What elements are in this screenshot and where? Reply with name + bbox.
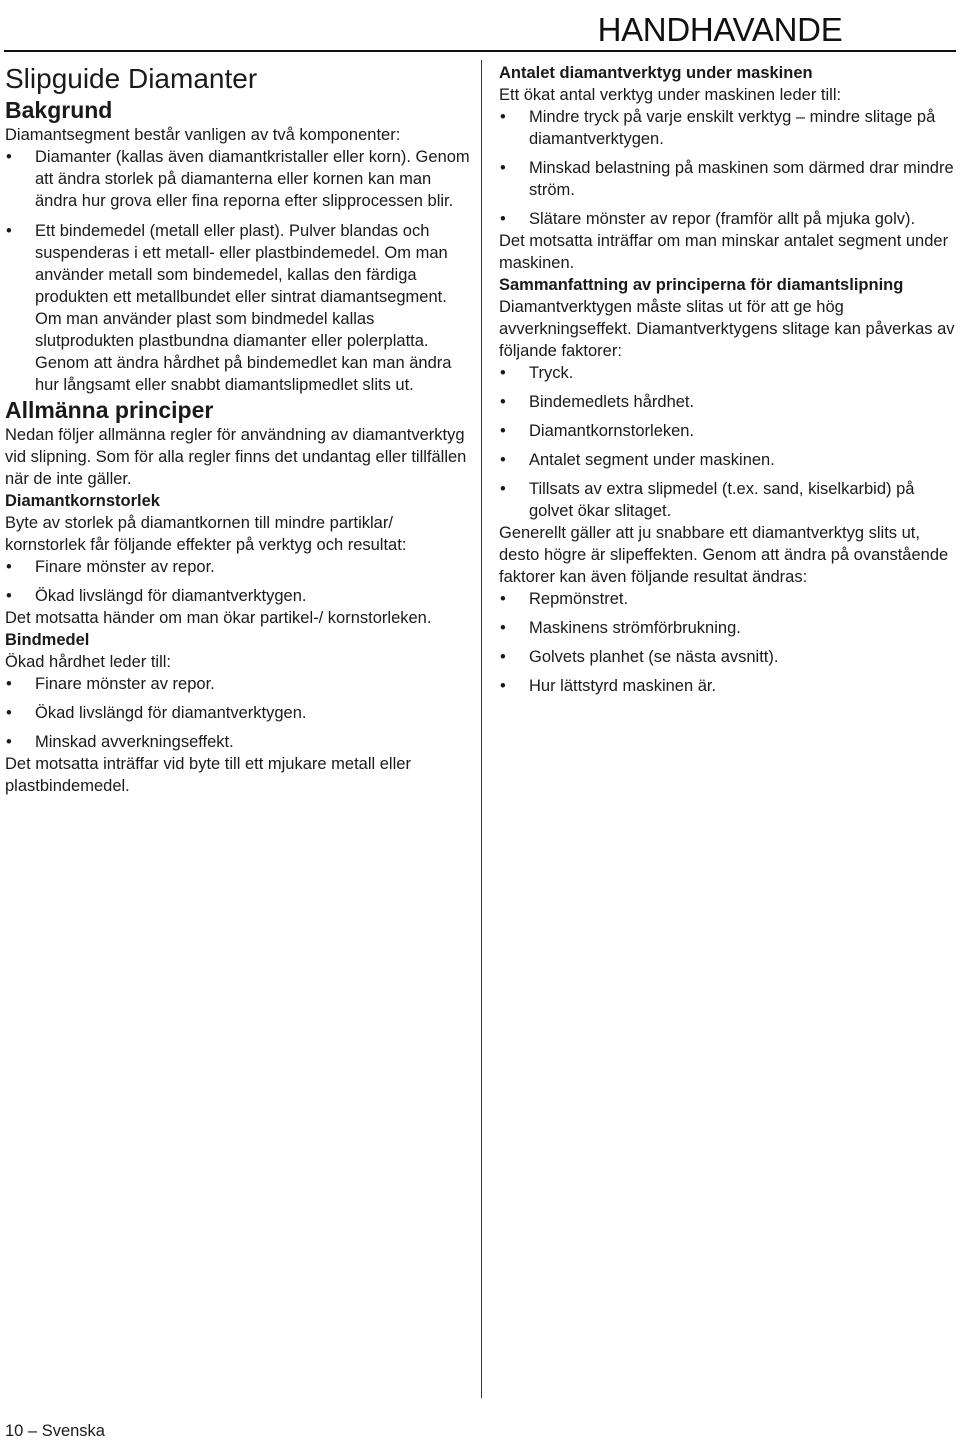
antal-outro: Det motsatta inträffar om man minskar antalet segment under maskinen. xyxy=(499,232,949,272)
heading-allmanna-principer: Allmänna principer xyxy=(5,397,214,423)
list-item: • Ökad livslängd för diamantverktygen. xyxy=(5,585,470,607)
list-item: • Diamantkornstorleken. xyxy=(499,420,955,442)
list-item: • Mindre tryck på varje enskilt verktyg – mindre slitage på diamantverktygen. xyxy=(499,106,955,150)
list-item: • Golvets planhet (se nästa avsnitt). xyxy=(499,646,955,668)
heading-bakgrund: Bakgrund xyxy=(5,97,113,123)
document-title: Slipguide Diamanter xyxy=(5,63,258,94)
antal-list xyxy=(499,106,955,230)
list-item: • Repmönstret. xyxy=(499,588,955,610)
list-item: • Slätare mönster av repor (framför allt på mjuka golv). xyxy=(499,208,955,230)
list-item: • Ett bindemedel (metall eller plast). Pulver blandas och suspenderas i ett metall- eller plastbindemedel. Om man använder metall som bindemedel, kallas den färdiga produkten ett metallbundet eller sintrat diamantsegment. Om man använder plast som bindmedel kallas slutprodukten plastbundna diamanter eller polerplatta. Genom att ändra hårdhet på bindemedlet kan man ändra hur långsamt eller snabbt diamantslipmedlet slits ut. xyxy=(5,220,470,396)
right-column xyxy=(499,62,955,697)
list-item: • Minskad belastning på maskinen som därmed drar mindre ström. xyxy=(499,157,955,201)
kornstorlek-outro: Det motsatta händer om man ökar partikel-/ kornstorleken. xyxy=(5,609,432,627)
header-rule xyxy=(4,50,956,52)
list-item: • Finare mönster av repor. xyxy=(5,556,470,578)
allmanna-intro: Nedan följer allmänna regler för användning av diamantverktyg vid slipning. Som för alla regler finns det undantag eller tillfällen när de inte gäller. xyxy=(5,426,467,488)
sammanfattning-list xyxy=(499,362,955,522)
list-item: • Antalet segment under maskinen. xyxy=(499,449,955,471)
list-item: • Finare mönster av repor. xyxy=(5,673,470,695)
bindmedel-list xyxy=(5,673,470,753)
list-item: • Minskad avverkningseffekt. xyxy=(5,731,470,753)
bakgrund-intro: Diamantsegment består vanligen av två komponenter: xyxy=(5,126,401,144)
list-item: • Diamanter (kallas även diamantkristaller eller korn). Genom att ändra storlek på diamanterna eller kornen kan man ändra hur grova eller fina reporna efter slipprocessen blir. xyxy=(5,146,470,212)
sammanfattning-intro: Diamantverktygen måste slitas ut för att ge hög avverkningseffekt. Diamantverktygens slitage kan påverkas av följande faktorer: xyxy=(499,298,955,360)
heading-sammanfattning: Sammanfattning av principerna för diamantslipning xyxy=(499,276,904,294)
list-item: • Bindemedlets hårdhet. xyxy=(499,391,955,413)
list-item: • Hur lättstyrd maskinen är. xyxy=(499,675,955,697)
heading-bindmedel: Bindmedel xyxy=(5,631,90,649)
bindmedel-intro: Ökad hårdhet leder till: xyxy=(5,653,172,671)
bindmedel-outro: Det motsatta inträffar vid byte till ett mjukare metall eller plastbindemedel. xyxy=(5,755,411,795)
list-item: • Tryck. xyxy=(499,362,955,384)
list-item: • Maskinens strömförbrukning. xyxy=(499,617,955,639)
list-item: • Tillsats av extra slipmedel (t.ex. sand, kiselkarbid) på golvet ökar slitaget. xyxy=(499,478,955,522)
bakgrund-list xyxy=(5,146,470,396)
kornstorlek-intro: Byte av storlek på diamantkornen till mindre partiklar/ kornstorlek får följande effekter på verktyg och resultat: xyxy=(5,514,407,554)
heading-diamantkornstorlek: Diamantkornstorlek xyxy=(5,492,160,510)
column-divider xyxy=(481,60,482,1398)
page-header-title: HANDHAVANDE xyxy=(597,11,843,48)
left-column xyxy=(5,56,470,797)
resultat-list xyxy=(499,588,955,697)
page-footer: 10 – Svenska xyxy=(5,1422,105,1440)
kornstorlek-list xyxy=(5,556,470,607)
sammanfattning-para2: Generellt gäller att ju snabbare ett diamantverktyg slits ut, desto högre är slipeffekten. Genom att ändra på ovanstående faktorer kan även följande resultat ändras: xyxy=(499,524,949,586)
antal-intro: Ett ökat antal verktyg under maskinen leder till: xyxy=(499,86,842,104)
heading-antalet-diamantverktyg: Antalet diamantverktyg under maskinen xyxy=(499,64,813,82)
list-item: • Ökad livslängd för diamantverktygen. xyxy=(5,702,470,724)
